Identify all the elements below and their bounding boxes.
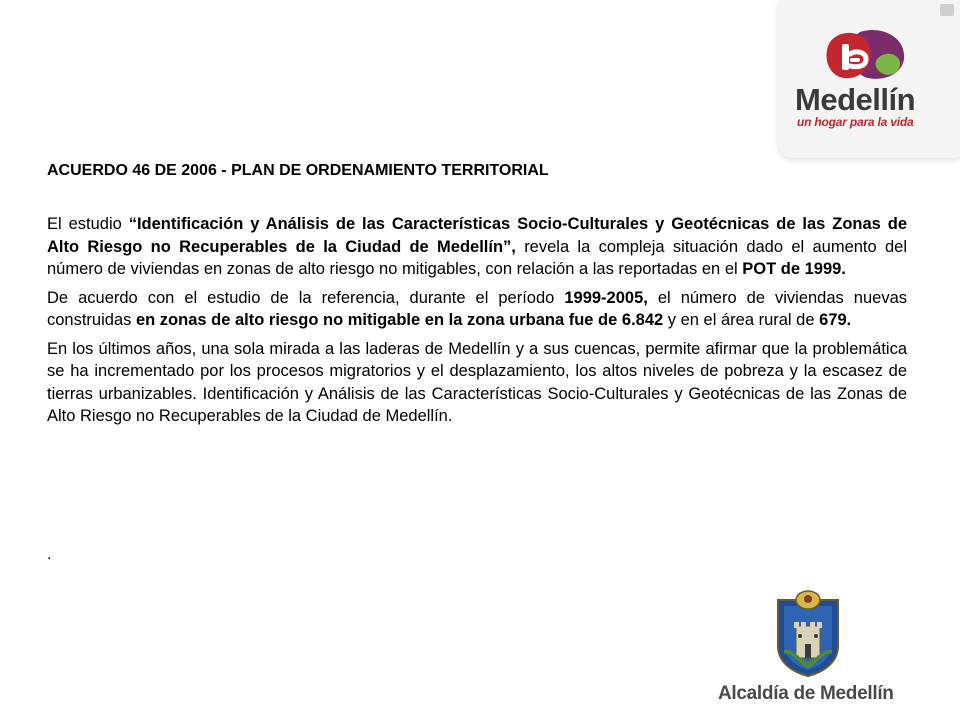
p1-study-title: “Identificación y Análisis de las Características Socio-Culturales y Geotécnicas de las Zonas de Alto Riesgo no Recuperables de la Ciudad de Medellín”, [47,215,908,256]
document-body [47,213,907,434]
p2-urban-count: en zonas de alto riesgo no mitigable en la zona urbana fue de 6.842 [135,311,664,329]
trailing-dot: . [47,546,52,563]
p2-rural-count: 679. [819,311,852,329]
medellin-logo-icon [820,28,910,84]
page-title: ACUERDO 46 DE 2006 - PLAN DE ORDENAMIENTO TERRITORIAL [47,162,549,179]
p2-text-1: De acuerdo con el estudio de la referencia, durante el período [47,288,565,307]
p1-text-2: revela la compleja situación dado el aumento del número de viviendas en zonas de alto riesgo no mitigables, con relación a las reportadas en el [47,237,907,278]
corner-decoration [940,4,954,16]
p1-pot-reference: POT de 1999. [742,260,846,278]
alcaldia-label: Alcaldía de Medellín [718,683,894,704]
p1-text-1: El estudio [47,215,129,233]
paragraph-3: En los últimos años, una sola mirada a las laderas de Medellín y a sus cuencas, permite afirmar que la problemática se ha incrementado por los procesos migratorios y el desplazamiento, los altos niveles de pobreza y la escasez de tierras urbanizables. Identificación y Análisis de las Características Socio-Culturales y Geotécnicas de las Zonas de Alto Riesgo no Recuperables de la Ciudad de Medellín. [47,339,907,425]
p2-period: 1999-2005, [564,288,648,307]
p2-text-2: el número de viviendas nuevas construidas [47,288,907,329]
p2-text-3: y en el área rural de [663,311,820,329]
coat-of-arms-icon [770,590,846,678]
logo-slogan: un hogar para la vida [797,115,914,129]
paragraph-2 [47,287,907,332]
logo-wordmark: Medellín [795,82,916,117]
paragraph-1 [47,213,907,281]
